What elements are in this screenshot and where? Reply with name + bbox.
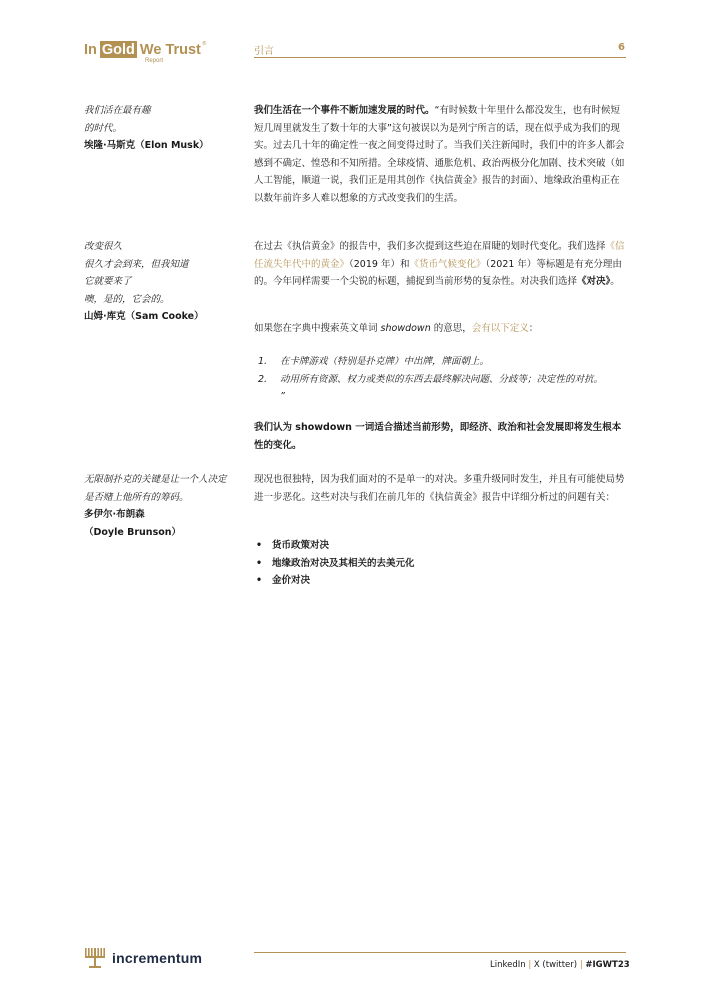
bullet-text: 货币政策对决 (272, 540, 330, 551)
definition-close-quote: ” (280, 391, 285, 402)
bullet-text: 地缘政治对决及其相关的去美元化 (272, 557, 415, 569)
hashtag-link[interactable]: #IGWT23 (585, 960, 630, 970)
titles-text: （2019 年）和 (349, 258, 410, 270)
logo-sub-report: Report (144, 58, 163, 64)
header-divider (254, 57, 626, 58)
definition-text: 动用所有资源、权力或类似的东西去最终解决问题、分歧等；决定性的对抗。 (280, 373, 604, 385)
footer-links (490, 960, 630, 970)
list-item: • 地缘政治对决及其相关的去美元化 (254, 555, 626, 573)
paragraph-situation (254, 471, 626, 506)
titles-text: （2021 年）等标题是有充分理由的。今年同样需要一个尖锐的标题，捕捉到当前形势的复杂性。对决我们选择 (254, 258, 622, 287)
footer-divider (254, 952, 626, 953)
sidenote-musk (84, 102, 249, 155)
paragraph-titles (254, 238, 626, 291)
report-link-2019[interactable]: 《信任流失年代中的黄金》 (254, 241, 625, 270)
sidenote-quote-line: 改变很久 (84, 241, 123, 252)
sidenote-quote-line: 它就要来了 (84, 276, 132, 287)
paragraph-definition-intro (254, 320, 626, 338)
sidenote-cooke (84, 238, 249, 326)
sidenote-author: （Doyle Brunson） (84, 526, 182, 538)
sidenote-quote-line: 很久才会到来，但我知道 (84, 258, 189, 270)
sidenote-quote-line: 无限制扑克的关键是让一个人决定 (84, 474, 227, 485)
sidenote-author: 多伊尔·布朗森 (84, 509, 145, 520)
definition-intro-text: 的意思， (430, 323, 472, 334)
incrementum-logo (84, 947, 202, 969)
report-link-2021[interactable]: 《货币气候变化》 (409, 258, 486, 270)
logo-sub-wrapper (84, 41, 224, 67)
definition-intro-text: ： (528, 323, 539, 334)
footer-separator: | (579, 960, 583, 970)
thesis-text: 我们认为 showdown 一词适合描述当前形势，即经济、政治和社会发展即将发生根本性的变化。 (254, 422, 622, 451)
definition-intro-text: 如果您在字典中搜索英文单词 (254, 323, 381, 334)
incrementum-brand: incrementum (112, 950, 203, 966)
logo-registered-mark: ® (201, 41, 207, 47)
definition-number: 2. (258, 373, 268, 385)
definition-number: 1. (258, 356, 268, 367)
sidenote-author: 埃隆·马斯克（Elon Musk） (84, 140, 209, 151)
definition-item (254, 371, 626, 389)
situation-text: 现况也很独特，因为我们面对的不是单一的对决。多重升级同时发生，并且有可能使局势进一步恶化。这些对决与我们在前几年的《执信黄金》报告中详细分析过的问题有关： (254, 474, 625, 503)
intro-lead: 我们生活在一个事件不断加速发展的时代。 (254, 105, 435, 116)
list-item: • 金价对决 (254, 572, 626, 590)
sidenote-author: 山姆·库克（Sam Cooke） (84, 311, 204, 322)
bullet-text: 金价对决 (272, 575, 311, 586)
showdown-word: showdown (380, 323, 431, 334)
sidenote-quote-line: 是否赌上他所有的筹码。 (84, 491, 189, 503)
sidenote-quote-line: 噢，是的，它会的。 (84, 293, 170, 305)
x-twitter-link[interactable]: X (twitter) (533, 960, 578, 970)
showdown-bullets (254, 537, 626, 590)
titles-text: 在过去《执信黄金》的报告中，我们多次提到这些迫在眉睫的划时代变化。我们选择 (254, 241, 606, 252)
list-item: • 货币政策对决 (254, 537, 626, 555)
sidenote-quote-line: 我们活在最有趣 (84, 105, 151, 116)
logo-word-we-trust: We Trust (139, 42, 201, 58)
sidenote-brunson (84, 471, 249, 541)
tree-icon (84, 947, 106, 969)
definition-text: 在卡牌游戏（特别是扑克牌）中出牌，牌面朝上。 (280, 356, 490, 367)
showdown-title: 《对决》 (577, 276, 611, 287)
page-number: 6 (618, 42, 625, 53)
footer-separator: | (528, 960, 532, 970)
definition-close (254, 388, 626, 406)
sidenote-quote-line: 的时代。 (84, 122, 123, 134)
logo-word-in: In (84, 42, 97, 58)
linkedin-link[interactable]: LinkedIn (490, 960, 526, 970)
titles-text: 。 (610, 276, 620, 287)
definition-link[interactable]: 会有以下定义 (471, 323, 529, 334)
paragraph-intro (254, 102, 626, 207)
definition-item (254, 353, 626, 371)
logo-word-gold: Gold (101, 42, 135, 58)
paragraph-thesis (254, 419, 626, 454)
intro-body: “有时候数十年里什么都没发生，也有时候短短几周里就发生了数十年的大事”这句被误以为是列宁所言的话，现在似乎成为我们的现实。过去几十年的确定性一夜之间变得过时了。当我们关注新闻时，我们中的许多人都会感到不确定、惶恐和不知所措。全球疫情、通胀危机、政治两极分化加剧、技术突破（如人工智能，顺道一说，我们正是用其创作《执信黄金》报告的封面）、地缘政治重构正在以数年前许多人难以想象的方式改变我们的生活。 (254, 105, 625, 204)
definition-list (254, 353, 626, 406)
section-title: 引言 (254, 46, 274, 57)
